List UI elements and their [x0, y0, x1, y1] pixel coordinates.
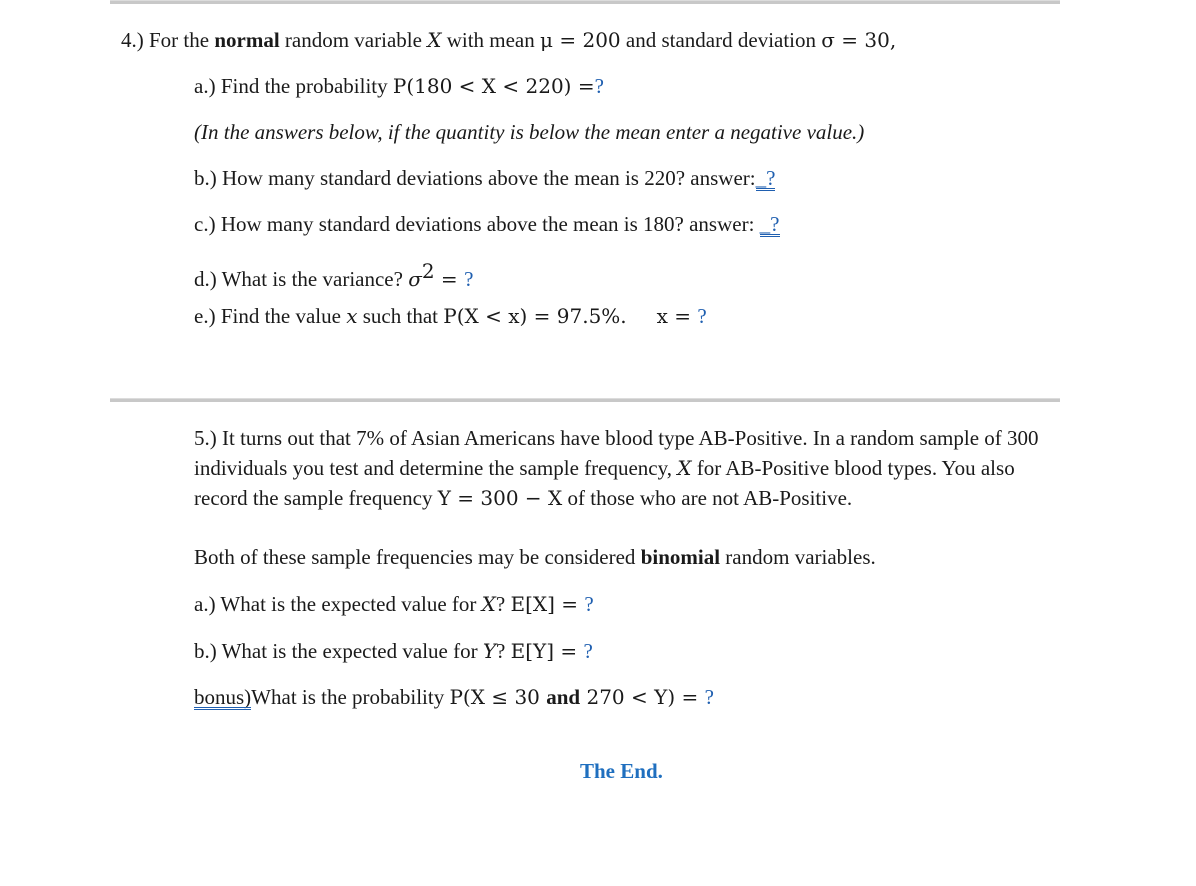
q4d-answer[interactable]: ?	[464, 267, 474, 291]
q5-stem: 5.) It turns out that 7% of Asian Americans have blood type AB-Positive. In a random sample of 300 individuals you test and determine the sample frequency, X for AB-Positive blood types. You also record the sample frequency Y = 300 − X of those who are not AB-Positive.	[194, 426, 1039, 510]
q5b: b.) What is the expected value for Y? E[Y] = ?	[194, 639, 593, 663]
q4b-answer[interactable]: _?	[755, 166, 776, 190]
q4b: b.) How many standard deviations above the mean is 220? answer:_?	[194, 166, 776, 190]
q4a: a.) Find the probability P(180 < X < 220) =?	[194, 74, 604, 98]
q4c: c.) How many standard deviations above the mean is 180? answer: _?	[194, 212, 780, 236]
q4-stem: 4.) For the normal random variable X with mean μ = 200 and standard deviation σ = 30,	[121, 28, 897, 52]
q5a-answer[interactable]: ?	[584, 592, 594, 616]
middle-divider	[110, 398, 1060, 402]
q4a-answer[interactable]: ?	[594, 74, 604, 98]
q5-bonus: bonus)What is the probability P(X ≤ 30 and 270 < Y) = ?	[194, 685, 714, 709]
q5a: a.) What is the expected value for X? E[X] = ?	[194, 592, 594, 616]
bonus-answer[interactable]: ?	[704, 685, 714, 709]
bonus-label: bonus)	[194, 685, 252, 709]
top-divider	[110, 0, 1060, 4]
q4d: d.) What is the variance? $\sigma^2$ = ?	[194, 259, 474, 291]
q5-binomial-note: Both of these sample frequencies may be considered binomial random variables.	[194, 545, 876, 569]
q4c-answer[interactable]: _?	[759, 212, 780, 236]
q4e: e.) Find the value x such that P(X < x) = 97.5%. x = ?	[194, 304, 707, 328]
q4e-answer[interactable]: ?	[697, 304, 707, 328]
q4-note: (In the answers below, if the quantity is below the mean enter a negative value.)	[194, 120, 865, 144]
the-end: The End.	[580, 759, 663, 783]
q5b-answer[interactable]: ?	[583, 639, 593, 663]
